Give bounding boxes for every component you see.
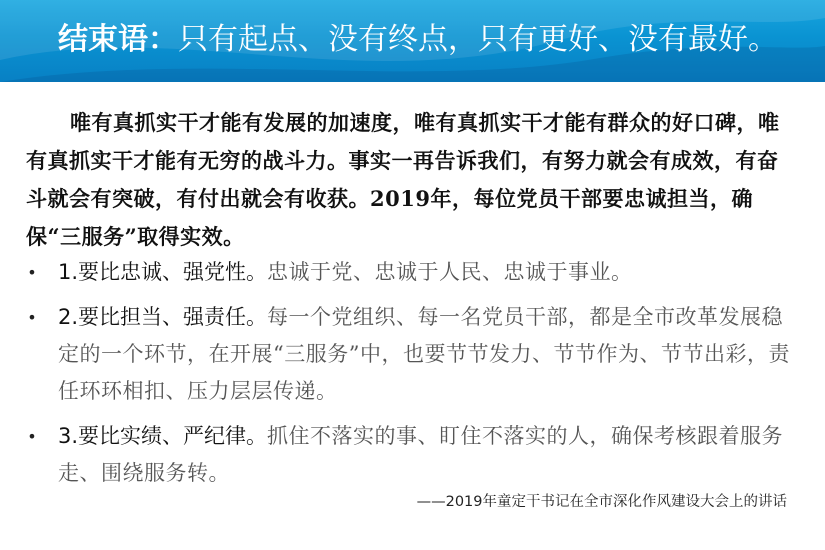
bullet-item-2 (22, 299, 792, 410)
slide-title-text: 只有起点、没有终点，只有更好、没有最好。 (178, 22, 778, 57)
bullet-lead: 1.要比忠诚、强党性。 (58, 260, 268, 284)
source-attribution: ——2019年童定干书记在全市深化作风建设大会上的讲话 (416, 494, 787, 510)
bullet-item-3 (22, 418, 792, 492)
intro-paragraph: 唯有真抓实干才能有发展的加速度，唯有真抓实干才能有群众的好口碑，唯有真抓实干才能有无穷的战斗力。事实一再告诉我们，有努力就会有成效，有奋斗就会有突破，有付出就会有收获。2019年，每位党员干部要忠诚担当，确保“三服务”取得实效。 (26, 110, 780, 249)
bullet-list (22, 254, 792, 500)
bullet-lead: 2.要比担当、强责任。 (58, 305, 268, 329)
slide-title (58, 18, 778, 62)
bullet-dot-icon: • (27, 263, 37, 282)
bullet-item-1 (22, 254, 792, 291)
bullet-dot-icon: • (27, 308, 37, 327)
bullet-text: 抓住不落实的事、盯住不落实的人，确保考核跟着服务走、围绕服务转。 (58, 424, 784, 485)
title-banner (0, 0, 825, 82)
bullet-text: 忠诚于党、忠诚于人民、忠诚于事业。 (267, 260, 633, 284)
bullet-dot-icon: • (27, 427, 37, 446)
slide-title-lead: 结束语： (58, 22, 178, 57)
bullet-lead: 3.要比实绩、严纪律。 (58, 424, 268, 448)
bullet-text: 每一个党组织、每一名党员干部，都是全市改革发展稳定的一个环节，在开展“三服务”中，也要节节发力、节节作为、节节出彩，责任环环相扣、压力层层传递。 (58, 305, 790, 403)
